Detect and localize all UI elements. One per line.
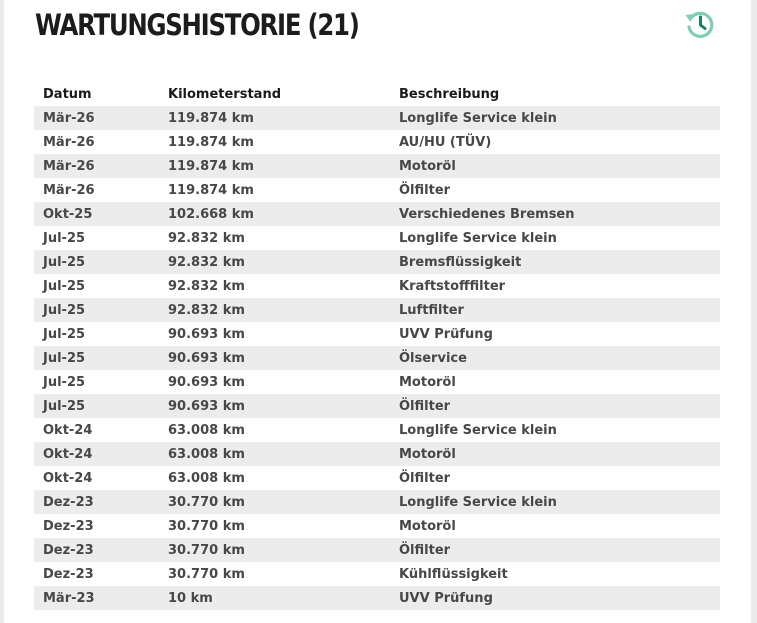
cell-description: Verschiedenes Bremsen bbox=[390, 202, 720, 226]
table-row bbox=[34, 466, 720, 490]
cell-mileage: 92.832 km bbox=[168, 230, 245, 246]
cell-description: Ölfilter bbox=[399, 470, 451, 486]
cell-mileage: 92.832 km bbox=[159, 298, 390, 322]
cell-mileage: 30.770 km bbox=[159, 490, 390, 514]
table-row bbox=[34, 178, 720, 202]
cell-date: Okt-24 bbox=[43, 422, 93, 438]
table-row bbox=[34, 586, 720, 610]
cell-date: Jul-25 bbox=[34, 346, 159, 370]
cell-mileage: 10 km bbox=[159, 586, 390, 610]
cell-description: Ölservice bbox=[390, 346, 720, 370]
table-row bbox=[34, 370, 720, 394]
column-header-kilometerstand: Kilometerstand bbox=[168, 86, 282, 102]
cell-date: Mär-26 bbox=[43, 134, 95, 150]
cell-date: Mär-26 bbox=[34, 154, 159, 178]
cell-description: UVV Prüfung bbox=[399, 326, 493, 342]
cell-date: Mär-26 bbox=[43, 182, 95, 198]
cell-description: Kraftstofffilter bbox=[399, 278, 506, 294]
cell-mileage: 90.693 km bbox=[159, 394, 390, 418]
table-row bbox=[34, 418, 720, 442]
cell-date: Jul-25 bbox=[43, 326, 86, 342]
cell-mileage: 63.008 km bbox=[168, 470, 245, 486]
cell-description: Kühlflüssigkeit bbox=[399, 566, 508, 582]
cell-date: Jul-25 bbox=[43, 374, 86, 390]
cell-mileage: 119.874 km bbox=[168, 182, 254, 198]
cell-mileage: 63.008 km bbox=[168, 422, 245, 438]
cell-description: Motoröl bbox=[399, 374, 456, 390]
table-row bbox=[34, 490, 720, 514]
cell-mileage: 102.668 km bbox=[159, 202, 390, 226]
table-row bbox=[34, 250, 720, 274]
cell-date: Dez-23 bbox=[43, 518, 94, 534]
table-row bbox=[34, 442, 720, 466]
table-row bbox=[34, 514, 720, 538]
cell-date: Jul-25 bbox=[34, 250, 159, 274]
cell-description: Longlife Service klein bbox=[390, 106, 720, 130]
cell-description: Motoröl bbox=[390, 154, 720, 178]
cell-description: AU/HU (TÜV) bbox=[399, 134, 492, 150]
cell-mileage: 30.770 km bbox=[159, 538, 390, 562]
table-row bbox=[34, 562, 720, 586]
cell-mileage: 119.874 km bbox=[159, 106, 390, 130]
table-row bbox=[34, 346, 720, 370]
cell-mileage: 30.770 km bbox=[168, 566, 245, 582]
table-row bbox=[34, 394, 720, 418]
cell-date: Dez-23 bbox=[34, 538, 159, 562]
cell-date: Okt-24 bbox=[34, 442, 159, 466]
cell-description: Longlife Service klein bbox=[399, 422, 557, 438]
cell-date: Dez-23 bbox=[43, 566, 94, 582]
cell-description: Bremsflüssigkeit bbox=[390, 250, 720, 274]
table-row bbox=[34, 226, 720, 250]
table-row bbox=[34, 538, 720, 562]
page-title: WARTUNGSHISTORIE (21) bbox=[35, 8, 359, 42]
cell-mileage: 119.874 km bbox=[168, 134, 254, 150]
cell-mileage: 90.693 km bbox=[168, 374, 245, 390]
cell-description: Ölfilter bbox=[390, 538, 720, 562]
cell-description: Longlife Service klein bbox=[390, 490, 720, 514]
cell-date: Jul-25 bbox=[43, 278, 86, 294]
table-header-row bbox=[34, 82, 720, 106]
cell-description: Longlife Service klein bbox=[399, 230, 557, 246]
table-row bbox=[34, 130, 720, 154]
cell-mileage: 92.832 km bbox=[159, 250, 390, 274]
cell-mileage: 119.874 km bbox=[159, 154, 390, 178]
table-row bbox=[34, 154, 720, 178]
table-row bbox=[34, 298, 720, 322]
table-row bbox=[34, 322, 720, 346]
cell-date: Jul-25 bbox=[34, 298, 159, 322]
cell-mileage: 92.832 km bbox=[168, 278, 245, 294]
cell-description: UVV Prüfung bbox=[390, 586, 720, 610]
cell-date: Okt-25 bbox=[34, 202, 159, 226]
table-body bbox=[34, 106, 720, 610]
maintenance-history-card bbox=[4, 0, 751, 623]
cell-mileage: 30.770 km bbox=[168, 518, 245, 534]
cell-description: Luftfilter bbox=[390, 298, 720, 322]
cell-date: Okt-24 bbox=[43, 470, 93, 486]
cell-description: Motoröl bbox=[399, 518, 456, 534]
cell-date: Dez-23 bbox=[34, 490, 159, 514]
column-header-datum: Datum bbox=[43, 86, 92, 102]
table-row bbox=[34, 274, 720, 298]
table-row bbox=[34, 202, 720, 226]
column-header-beschreibung: Beschreibung bbox=[399, 86, 500, 102]
cell-date: Jul-25 bbox=[34, 394, 159, 418]
cell-date: Mär-26 bbox=[34, 106, 159, 130]
cell-mileage: 90.693 km bbox=[168, 326, 245, 342]
cell-description: Motoröl bbox=[390, 442, 720, 466]
cell-mileage: 63.008 km bbox=[159, 442, 390, 466]
maintenance-table bbox=[34, 82, 720, 610]
history-icon[interactable] bbox=[682, 6, 718, 42]
cell-date: Jul-25 bbox=[43, 230, 86, 246]
cell-description: Ölfilter bbox=[399, 182, 451, 198]
table-row bbox=[34, 106, 720, 130]
cell-description: Ölfilter bbox=[390, 394, 720, 418]
history-icon-svg bbox=[682, 6, 718, 42]
cell-mileage: 90.693 km bbox=[159, 346, 390, 370]
cell-date: Mär-23 bbox=[34, 586, 159, 610]
